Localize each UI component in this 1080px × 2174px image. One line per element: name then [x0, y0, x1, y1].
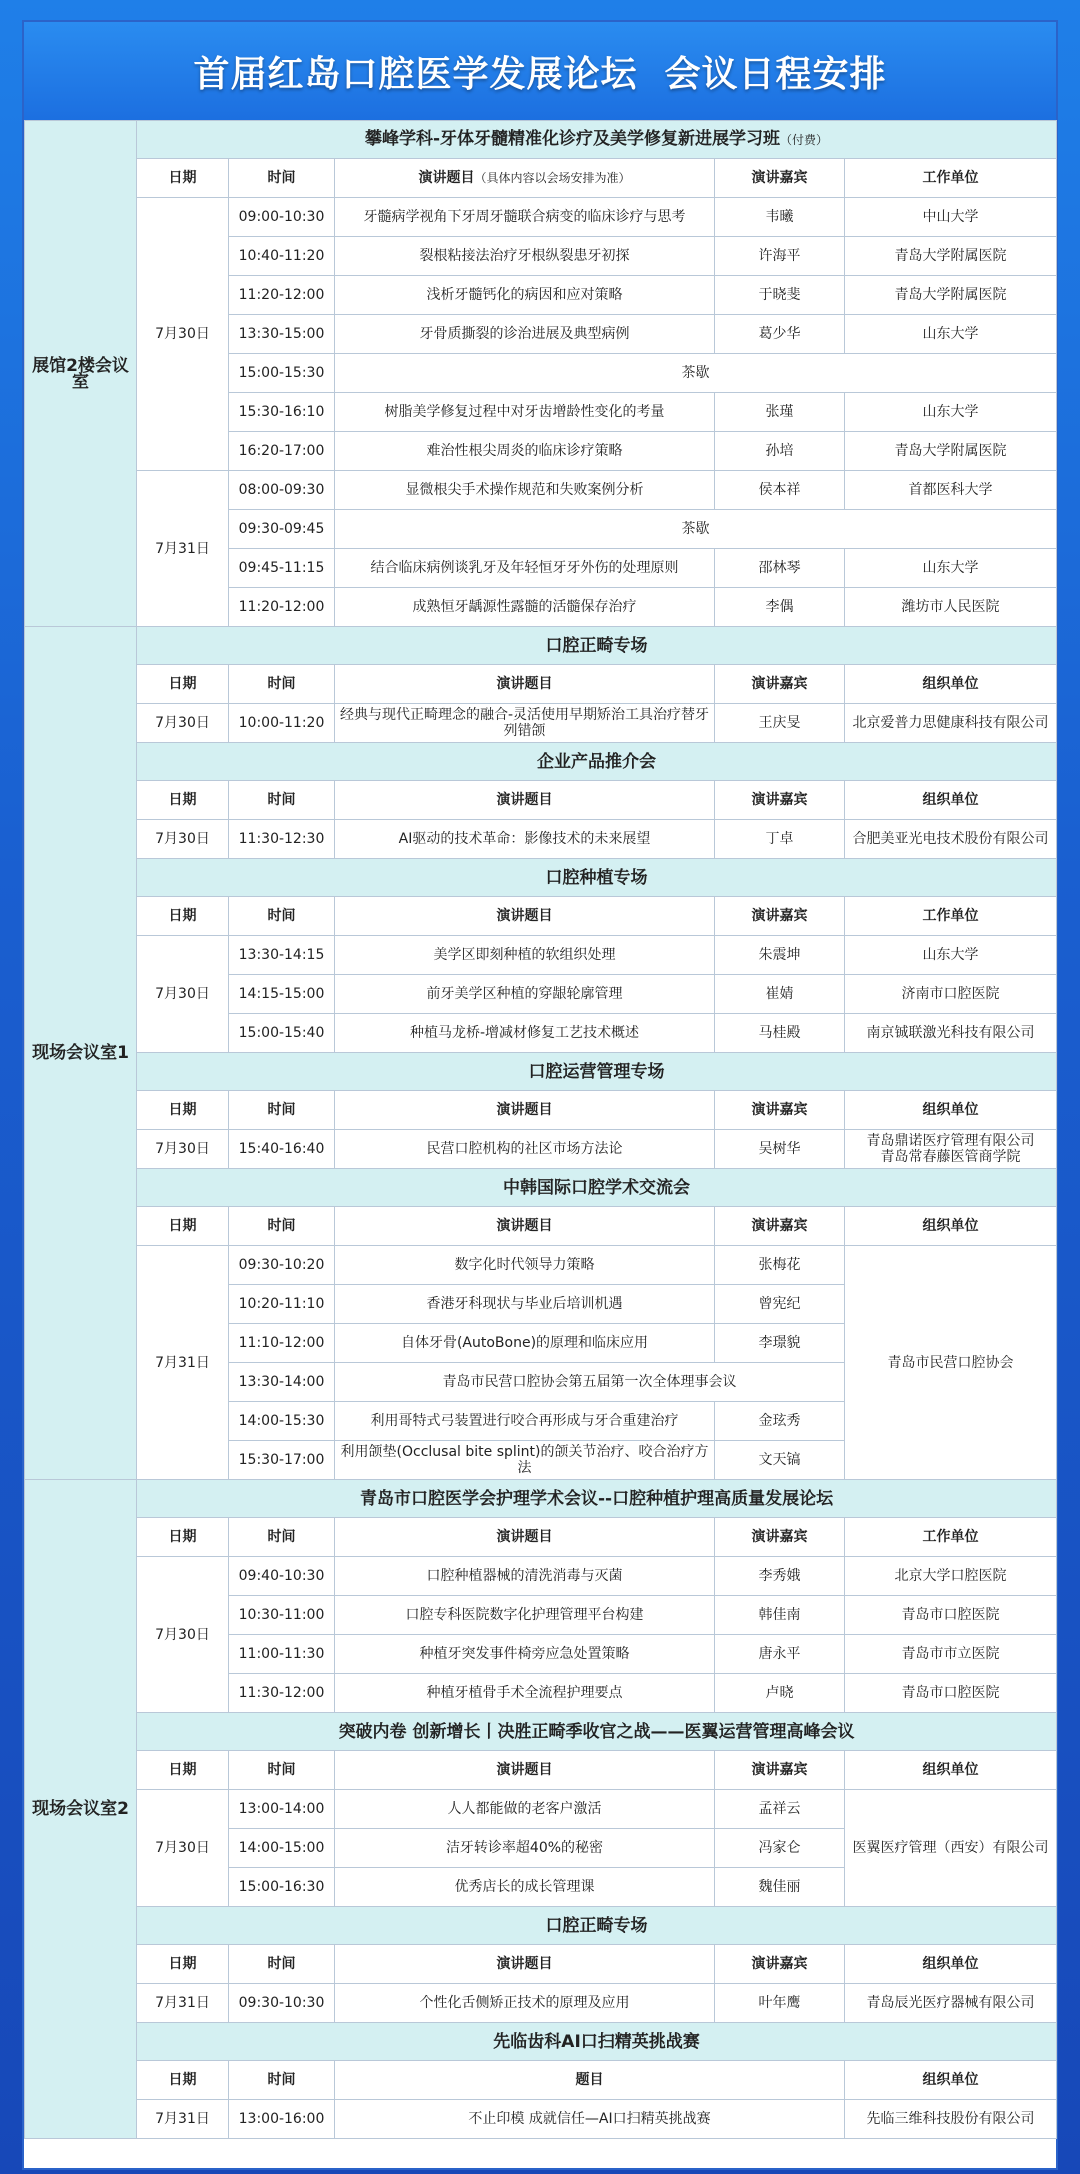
section-header [25, 627, 1057, 665]
table-row: 15:00-15:40 种植马龙桥-增减材修复工艺技术概述 马桂殿 南京铖联激光科技有限公司 [25, 1014, 1057, 1053]
venue-label: 现场会议室2 [25, 1480, 137, 2139]
table-row: 14:00-15:30 利用哥特式弓装置进行咬合再形成与牙合重建治疗 金玹秀 [25, 1402, 1057, 1441]
table-row: 7月30日 13:30-14:15 美学区即刻种植的软组织处理 朱震坤 山东大学 [25, 936, 1057, 975]
table-row: 7月31日 09:30-10:20 数字化时代领导力策略 张梅花 青岛市民营口腔协会 [25, 1246, 1057, 1285]
column-header-row: 日期 时间 演讲题目 演讲嘉宾 工作单位 [25, 897, 1057, 936]
column-header-row: 日期 时间 演讲题目 演讲嘉宾 组织单位 [25, 665, 1057, 704]
table-row: 14:00-15:00 洁牙转诊率超40%的秘密 冯家仑 [25, 1829, 1057, 1868]
section-title: 口腔正畸专场 [137, 627, 1057, 665]
table-row: 13:30-15:00 牙骨质撕裂的诊治进展及典型病例 葛少华 山东大学 [25, 315, 1057, 354]
section-header [25, 1169, 1057, 1207]
table-row: 14:15-15:00 前牙美学区种植的穿龈轮廓管理 崔婧 济南市口腔医院 [25, 975, 1057, 1014]
table-row: 11:30-12:00 种植牙植骨手术全流程护理要点 卢晓 青岛市口腔医院 [25, 1674, 1057, 1713]
table-row: 09:45-11:15 结合临床病例谈乳牙及年轻恒牙牙外伤的处理原则 邵林琴 山东大学 [25, 549, 1057, 588]
date-cell: 7月30日 [137, 198, 229, 471]
table-row: 7月30日 09:00-10:30 牙髓病学视角下牙周牙髓联合病变的临床诊疗与思考 韦曦 中山大学 [25, 198, 1057, 237]
table-row: 11:00-11:30 种植牙突发事件椅旁应急处置策略 唐永平 青岛市市立医院 [25, 1635, 1057, 1674]
table-row: 11:10-12:00 自体牙骨(AutoBone)的原理和临床应用 李璟貌 [25, 1324, 1057, 1363]
schedule-table [24, 120, 1057, 2139]
section-header [25, 121, 1057, 159]
table-row: 7月30日 13:00-14:00 人人都能做的老客户激活 孟祥云 医翼医疗管理（西安）有限公司 [25, 1790, 1057, 1829]
section-header [25, 859, 1057, 897]
table-row: 10:20-11:10 香港牙科现状与毕业后培训机遇 曾宪纪 [25, 1285, 1057, 1324]
org-cell: 医翼医疗管理（西安）有限公司 [845, 1790, 1057, 1907]
column-header-row: 日期 时间 演讲题目 演讲嘉宾 组织单位 [25, 1945, 1057, 1984]
title-bar [24, 22, 1056, 120]
section-title: 突破内卷 创新增长丨决胜正畸季收官之战——医翼运营管理高峰会议 [137, 1713, 1057, 1751]
venue-label: 展馆2楼会议室 [25, 121, 137, 627]
table-row: 10:30-11:00 口腔专科医院数字化护理管理平台构建 韩佳南 青岛市口腔医院 [25, 1596, 1057, 1635]
date-cell: 7月31日 [137, 471, 229, 627]
table-row: 7月31日 09:30-10:30 个性化舌侧矫正技术的原理及应用 叶年鹰 青岛辰光医疗器械有限公司 [25, 1984, 1057, 2023]
column-header-row: 日期 时间 演讲题目 演讲嘉宾 组织单位 [25, 1091, 1057, 1130]
table-row: 7月30日 15:40-16:40 民营口腔机构的社区市场方法论 吴树华 青岛鼎诺医疗管理有限公司 青岛常春藤医管商学院 [25, 1130, 1057, 1169]
table-row: 15:30-16:10 树脂美学修复过程中对牙齿增龄性变化的考量 张瑾 山东大学 [25, 393, 1057, 432]
section-title: 企业产品推介会 [137, 743, 1057, 781]
section-title: 口腔种植专场 [137, 859, 1057, 897]
table-row: 7月31日 08:00-09:30 显微根尖手术操作规范和失败案例分析 侯本祥 首都医科大学 [25, 471, 1057, 510]
table-row: 13:30-14:00 青岛市民营口腔协会第五届第一次全体理事会议 [25, 1363, 1057, 1402]
paid-badge: （付费） [780, 133, 829, 147]
column-header-row: 日期 时间 演讲题目 演讲嘉宾 组织单位 [25, 1207, 1057, 1246]
section-title: 中韩国际口腔学术交流会 [137, 1169, 1057, 1207]
table-row: 11:20-12:00 浅析牙髓钙化的病因和应对策略 于晓斐 青岛大学附属医院 [25, 276, 1057, 315]
column-header-row: 日期 时间 演讲题目 演讲嘉宾 组织单位 [25, 781, 1057, 820]
section-title: 先临齿科AI口扫精英挑战赛 [137, 2023, 1057, 2061]
date-cell: 7月30日 [137, 1557, 229, 1713]
date-cell: 7月30日 [137, 936, 229, 1053]
table-row: 15:30-17:00 利用颌垫(Occlusal bite splint)的颌关节治疗、咬合治疗方法 文天镐 [25, 1441, 1057, 1480]
table-row: 7月30日 11:30-12:30 AI驱动的技术革命：影像技术的未来展望 丁卓 合肥美亚光电技术股份有限公司 [25, 820, 1057, 859]
column-header-row: 日期 时间 演讲题目（具体内容以会场安排为准） 演讲嘉宾 工作单位 [25, 159, 1057, 198]
section-title: 口腔正畸专场 [137, 1907, 1057, 1945]
schedule-frame [22, 20, 1058, 2170]
section-title: 青岛市口腔医学会护理学术会议--口腔种植护理高质量发展论坛 [137, 1480, 1057, 1518]
section-header [25, 1053, 1057, 1091]
org-cell: 青岛市民营口腔协会 [845, 1246, 1057, 1480]
date-cell: 7月31日 [137, 1246, 229, 1480]
section-header [25, 743, 1057, 781]
venue-label: 现场会议室1 [25, 627, 137, 1480]
column-header-row: 日期 时间 演讲题目 演讲嘉宾 组织单位 [25, 1751, 1057, 1790]
section-header [25, 1713, 1057, 1751]
page-title: 首届红岛口腔医学发展论坛 会议日程安排 [193, 53, 887, 95]
table-row: 10:40-11:20 裂根粘接法治疗牙根纵裂患牙初探 许海平 青岛大学附属医院 [25, 237, 1057, 276]
table-row: 11:20-12:00 成熟恒牙龋源性露髓的活髓保存治疗 李偶 潍坊市人民医院 [25, 588, 1057, 627]
date-cell: 7月30日 [137, 1790, 229, 1907]
section-title: 口腔运营管理专场 [137, 1053, 1057, 1091]
section-title: 攀峰学科-牙体牙髓精准化诊疗及美学修复新进展学习班 [364, 129, 781, 149]
section-header [25, 2023, 1057, 2061]
column-header-row: 日期 时间 题目 组织单位 [25, 2061, 1057, 2100]
section-header [25, 1907, 1057, 1945]
tea-break-row: 15:00-15:30 茶歇 [25, 354, 1057, 393]
table-row: 7月31日 13:00-16:00 不止印模 成就信任—AI口扫精英挑战赛 先临三维科技股份有限公司 [25, 2100, 1057, 2139]
table-row: 16:20-17:00 难治性根尖周炎的临床诊疗策略 孙培 青岛大学附属医院 [25, 432, 1057, 471]
table-row: 15:00-16:30 优秀店长的成长管理课 魏佳丽 [25, 1868, 1057, 1907]
column-header-row: 日期 时间 演讲题目 演讲嘉宾 工作单位 [25, 1518, 1057, 1557]
section-header [25, 1480, 1057, 1518]
table-row: 7月30日 10:00-11:20 经典与现代正畸理念的融合-灵活使用早期矫治工具治疗替牙列错颌 王庆旻 北京爱普力思健康科技有限公司 [25, 704, 1057, 743]
table-row: 7月30日 09:40-10:30 口腔种植器械的清洗消毒与灭菌 李秀娥 北京大学口腔医院 [25, 1557, 1057, 1596]
tea-break-row: 09:30-09:45 茶歇 [25, 510, 1057, 549]
